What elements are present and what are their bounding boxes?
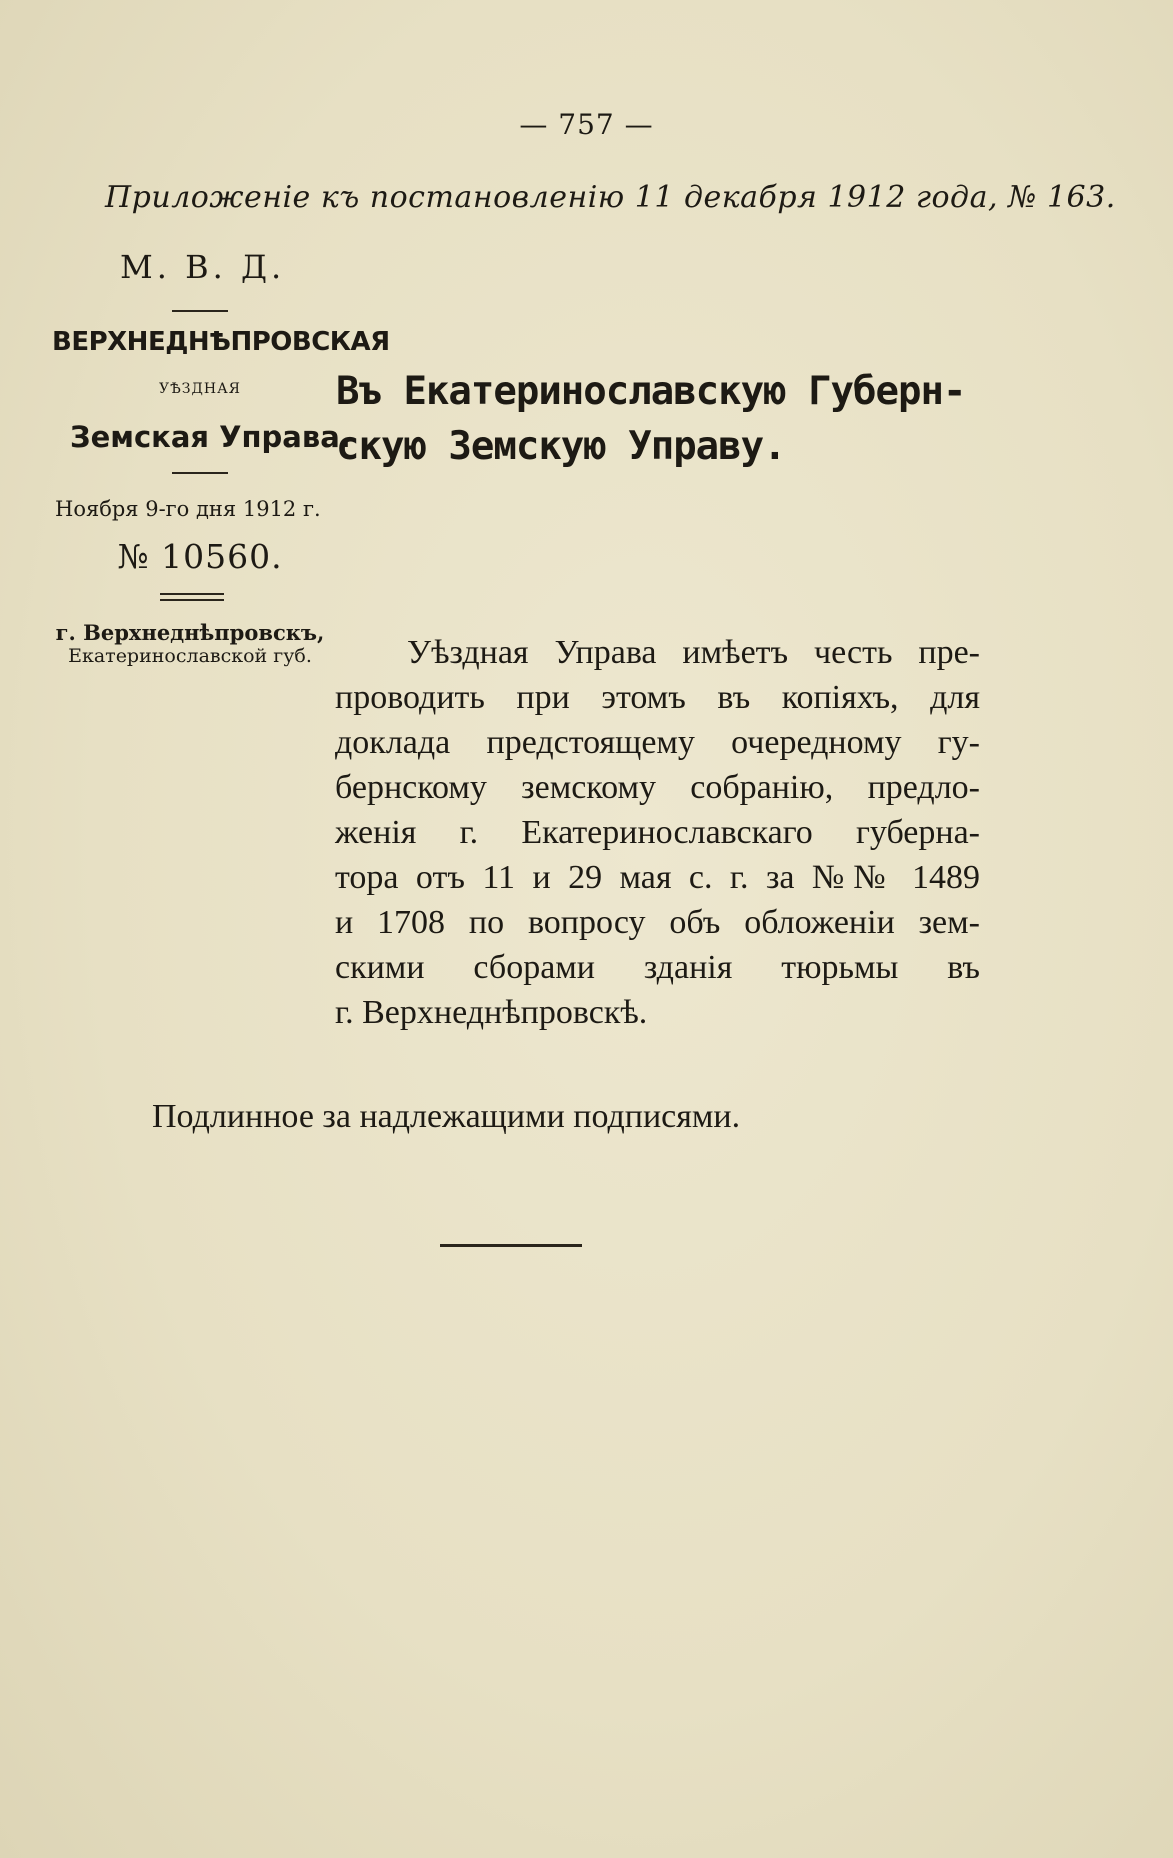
double-divider-rule [160, 593, 224, 601]
appendix-heading: Приложеніе къ постановленію 11 декабря 1912 года, № 163. [105, 180, 1116, 215]
closing-note: Подлинное за надлежащими подписями. [152, 1098, 741, 1135]
body-line: доклада предстоящему очередному гу- [335, 724, 980, 761]
letter-number: № 10560. [117, 537, 283, 576]
sender-province: Екатеринославской губ. [68, 645, 312, 667]
office-board: Земская Управа. [70, 420, 351, 454]
office-name: ВЕРХНЕДНѢПРОВСКАЯ [52, 327, 390, 357]
office-type: УѢЗДНАЯ [158, 381, 241, 397]
end-rule [440, 1244, 582, 1247]
sender-city: г. Верхнеднѣпровскъ, [55, 620, 325, 645]
body-line: Уѣздная Управа имѣетъ честь пре- [407, 634, 980, 671]
addressee-line: скую Земскую Управу. [336, 424, 786, 469]
addressee [336, 364, 986, 474]
body-line: и 1708 по вопросу объ обложеніи зем- [335, 904, 980, 941]
body-line: скими сборами зданія тюрьмы въ [335, 949, 980, 986]
body-line: г. Верхнеднѣпровскѣ. [335, 994, 648, 1031]
addressee-line: Въ Екатеринославскую Губерн- [336, 369, 966, 414]
letter-body [335, 630, 980, 1035]
letter-date: Ноября 9-го дня 1912 г. [55, 497, 321, 521]
body-line: тора отъ 11 и 29 мая с. г. за №№ 1489 [335, 859, 980, 896]
page-number: — 757 — [519, 108, 654, 141]
divider-rule [172, 310, 228, 312]
ministry-abbreviation: М. В. Д. [120, 248, 286, 286]
body-line: женія г. Екатеринославскаго губерна- [335, 814, 980, 851]
body-line: бернскому земскому собранію, предло- [335, 769, 980, 806]
body-line: проводить при этомъ въ копіяхъ, для [335, 679, 980, 716]
divider-rule [172, 472, 228, 474]
